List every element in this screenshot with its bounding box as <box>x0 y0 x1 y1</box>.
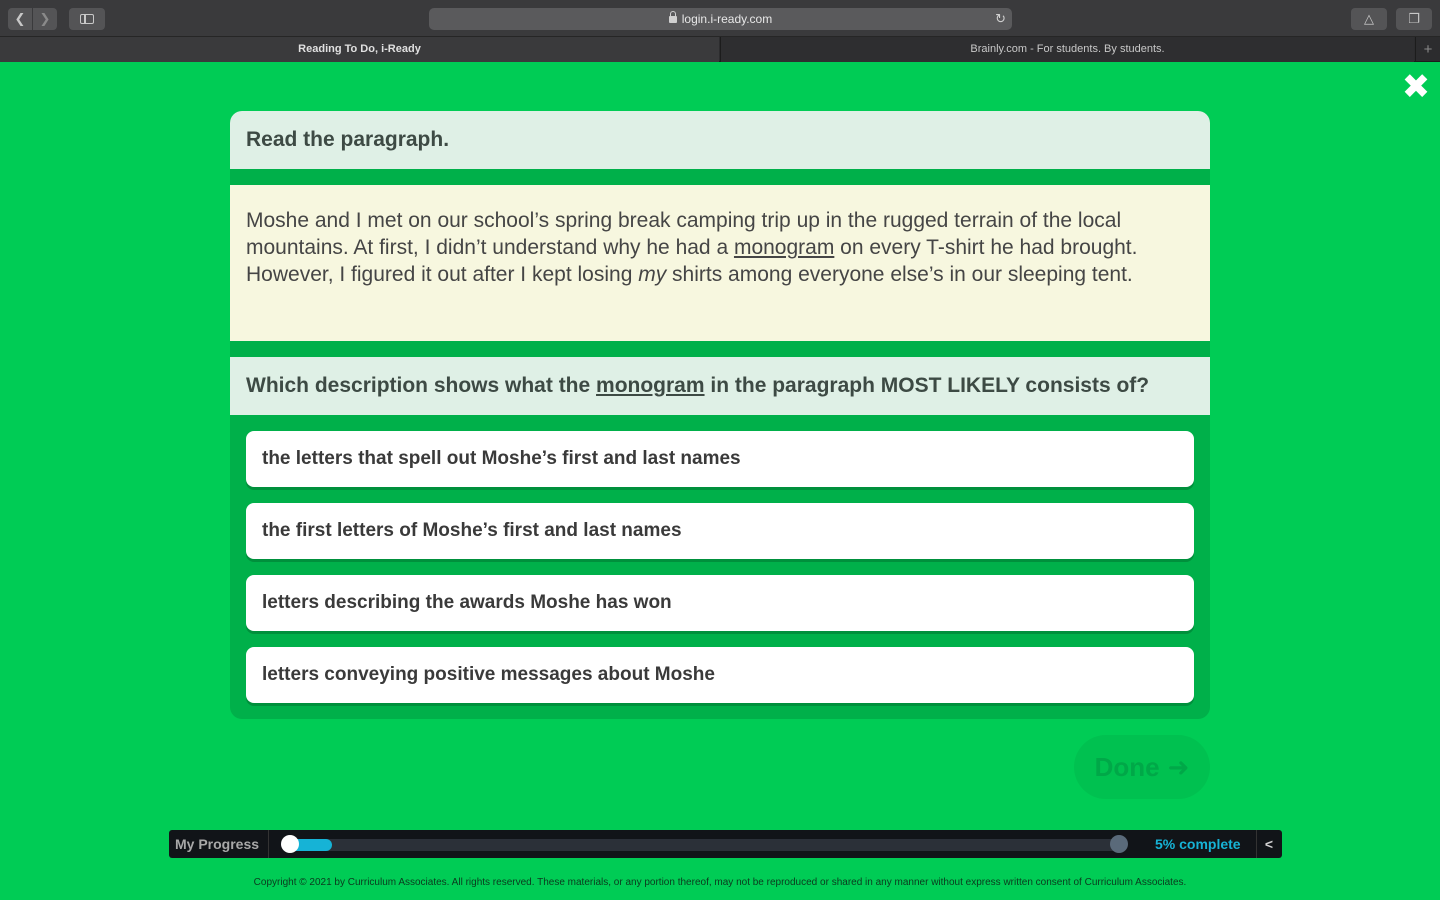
passage-vocab-word: monogram <box>733 236 835 259</box>
lock-icon <box>669 16 677 23</box>
progress-percent: 5% complete <box>1155 836 1241 852</box>
passage-text-3: shirts among everyone else’s in our sleeping tent. <box>666 263 1133 286</box>
progress-divider <box>268 830 269 858</box>
copyright-footer: Copyright © 2021 by Curriculum Associates. All rights reserved. These materials, or any portion thereof, may not be reproduced or shared in any manner without express written consent of Curriculum Associates. <box>253 877 1187 888</box>
close-icon[interactable]: ✖ <box>1401 68 1431 106</box>
share-icon: △ <box>1364 11 1374 26</box>
plus-icon: + <box>1423 41 1433 58</box>
chevron-left-icon: ❮ <box>14 11 26 26</box>
new-tab-button[interactable] <box>1415 37 1440 62</box>
done-label: Done <box>1094 752 1160 782</box>
show-tabs-button[interactable] <box>1396 8 1432 30</box>
browser-toolbar <box>0 0 1440 37</box>
reading-passage <box>230 185 1210 341</box>
question-text-2: in the paragraph MOST LIKELY consists of? <box>704 374 1150 397</box>
tab-brainly[interactable]: Brainly.com - For students. By students. <box>720 37 1414 62</box>
back-button[interactable] <box>8 8 32 30</box>
question-vocab-word: monogram <box>596 374 705 397</box>
forward-button[interactable] <box>33 8 57 30</box>
progress-end-marker <box>1110 835 1128 853</box>
arrow-right-icon: ➜ <box>1167 752 1190 782</box>
progress-start-marker <box>281 835 299 853</box>
progress-bar <box>169 830 1282 858</box>
prompt-heading: Read the paragraph. <box>230 111 1210 169</box>
answer-option[interactable]: letters describing the awards Moshe has won <box>246 575 1194 631</box>
sidebar-toggle-button[interactable] <box>69 8 105 30</box>
sidebar-icon <box>80 14 94 24</box>
tab-iready[interactable]: Reading To Do, i-Ready <box>0 37 719 62</box>
answer-option[interactable]: the first letters of Moshe’s first and last names <box>246 503 1194 559</box>
url-text: login.i-ready.com <box>681 12 773 26</box>
chevron-right-icon: ❯ <box>39 11 51 26</box>
tabs-icon: ❐ <box>1408 11 1420 26</box>
progress-track <box>290 839 1120 851</box>
progress-divider <box>1256 830 1257 858</box>
tab-bar <box>0 37 1440 62</box>
collapse-progress-button[interactable]: < <box>1264 836 1274 852</box>
answer-option[interactable]: letters conveying positive messages about Moshe <box>246 647 1194 703</box>
question-text <box>230 357 1210 415</box>
share-button[interactable] <box>1351 8 1387 30</box>
question-text-1: Which description shows what the <box>246 374 597 397</box>
reload-icon[interactable]: ↻ <box>995 11 1006 26</box>
answer-option[interactable]: the letters that spell out Moshe’s first and last names <box>246 431 1194 487</box>
passage-emphasis: my <box>638 263 667 286</box>
passage-text-2: on every T-shirt he had brought. However, I figured it out after I kept losing <box>246 236 1138 286</box>
progress-label: My Progress <box>175 836 260 852</box>
address-bar[interactable] <box>429 8 1012 30</box>
passage-text-1: Moshe and I met on our school’s spring break camping trip up in the rugged terrain of the local mountains. At first, I didn’t understand why he had a <box>246 209 1122 259</box>
done-button[interactable] <box>1074 735 1210 799</box>
